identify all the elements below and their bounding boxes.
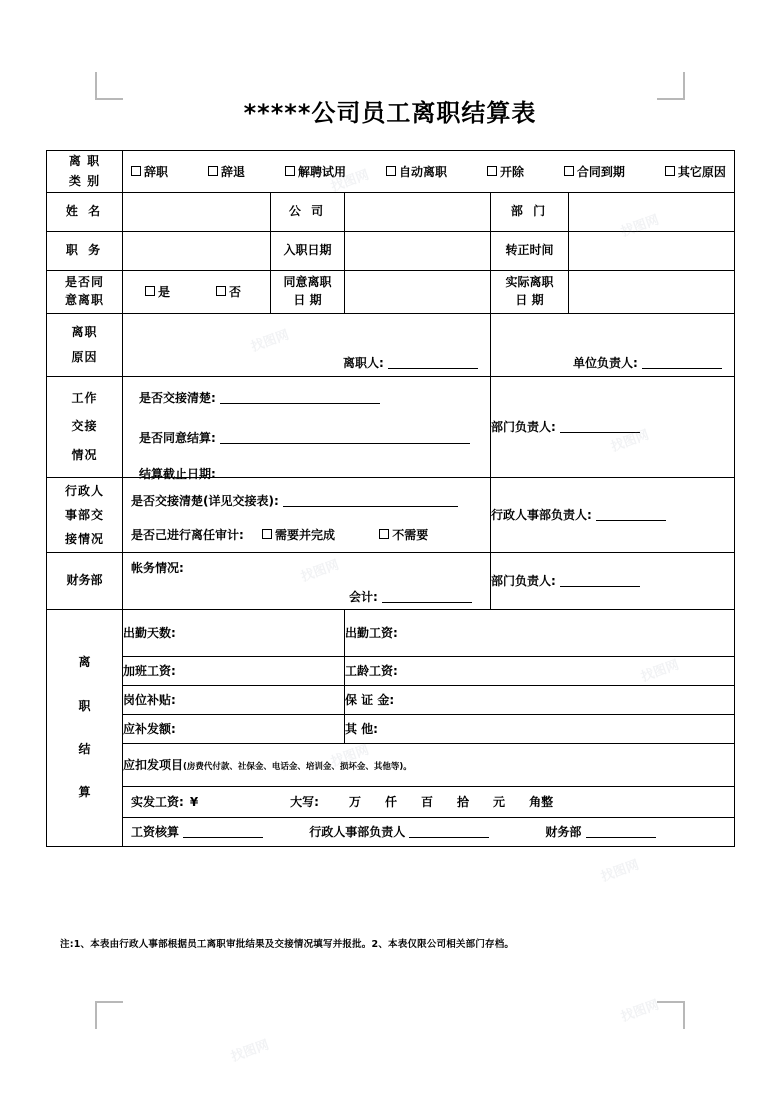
capital-unit-wan[interactable]: 万	[348, 795, 361, 810]
position-label: 职 务	[47, 231, 123, 270]
table-row-finance	[47, 552, 735, 609]
finance-dept-signature: 部门负责人:	[491, 574, 640, 588]
hr-handover-label: 行政人 事部交 接情况	[47, 477, 123, 552]
input-line[interactable]	[283, 506, 458, 507]
reason-label: 离职 原因	[47, 313, 123, 376]
table-row-settlement-signatures	[47, 817, 735, 846]
handover-item-deadline: 结算截止日期:	[139, 466, 216, 481]
reason-unit-signature: 单位负责人:	[573, 354, 722, 371]
hr-handover-item-audit: 是否己进行离任审计: 需要并完成 不需要	[131, 527, 429, 542]
capital-unit-yuan[interactable]: 元	[493, 795, 506, 810]
watermark: 找图网	[229, 1037, 272, 1066]
checkbox-icon[interactable]	[665, 166, 675, 176]
input-line[interactable]	[220, 443, 470, 444]
checkbox-option-trial-terminate[interactable]: 解聘试用	[285, 163, 346, 180]
finance-account-cell	[123, 552, 491, 609]
department-label: 部 门	[491, 192, 569, 231]
reason-unit-signature-cell	[491, 313, 735, 376]
settlement-supplement[interactable]: 应补发额:	[123, 714, 345, 743]
signature-line[interactable]	[642, 368, 722, 369]
currency-symbol: ¥	[189, 794, 199, 809]
regular-date-value[interactable]	[569, 231, 735, 270]
deduction-label: 应扣发项目	[123, 758, 184, 773]
checkbox-audit-required-done[interactable]: 需要并完成	[262, 528, 335, 542]
checkbox-agree-yes[interactable]: 是	[145, 283, 170, 300]
checkbox-audit-not-required[interactable]: 不需要	[379, 528, 428, 542]
deduction-items-cell[interactable]	[123, 743, 735, 786]
settlement-label: 离 职 结 算	[47, 609, 123, 846]
agree-label: 是否同 意离职	[47, 270, 123, 313]
hr-dept-signature: 行政人事部负责人:	[491, 508, 666, 522]
table-row-name	[47, 192, 735, 231]
watermark: 找图网	[329, 167, 372, 196]
actual-pay-label: 实发工资:	[131, 795, 184, 810]
hr-handover-items	[123, 477, 491, 552]
table-row-deduction	[47, 743, 735, 786]
category-options-cell	[123, 151, 735, 196]
signature-line[interactable]	[183, 837, 263, 838]
agree-checkbox-row	[123, 283, 270, 300]
checkbox-option-other-reason[interactable]: 其它原因	[665, 163, 726, 180]
settlement-form	[46, 150, 734, 847]
signature-line[interactable]	[596, 520, 666, 521]
settlement-attendance-wage[interactable]: 出勤工资:	[345, 609, 735, 656]
watermark: 找图网	[299, 557, 342, 586]
name-label: 姓 名	[47, 192, 123, 231]
signature-line[interactable]	[560, 432, 640, 433]
settlement-signature-cell	[123, 817, 735, 846]
signature-line[interactable]	[409, 837, 489, 838]
table-row-agree	[47, 270, 735, 313]
table-row-settlement-4	[47, 714, 735, 743]
capital-label: 大写:	[290, 795, 319, 810]
crop-mark-bottom-left	[95, 1001, 123, 1029]
finance-account-label: 帐务情况:	[131, 560, 184, 575]
table-row-settlement-2	[47, 656, 735, 685]
finance-accountant-signature: 会计:	[349, 588, 472, 605]
category-checkbox-row	[123, 163, 734, 180]
signature-line[interactable]	[586, 837, 656, 838]
finance-dept-signature-cell	[491, 552, 735, 609]
table-row-actual-pay	[47, 786, 735, 817]
checkbox-icon[interactable]	[564, 166, 574, 176]
input-line[interactable]	[220, 403, 380, 404]
settlement-other[interactable]: 其 他:	[345, 714, 735, 743]
payroll-signature: 工资核算	[131, 823, 263, 840]
capital-unit-qian[interactable]: 仟	[385, 795, 398, 810]
footnote: 注:1、本表由行政人事部根据员工离职审批结果及交接情况填写并报批。2、本表仅限公司相关部门存档。	[60, 939, 515, 950]
reason-content[interactable]	[123, 313, 491, 376]
signature-line[interactable]	[388, 368, 478, 369]
reason-employee-signature: 离职人:	[343, 354, 478, 371]
handover-item-agree-settle: 是否同意结算:	[131, 429, 470, 446]
agree-date-label: 同意离职 日 期	[271, 270, 345, 313]
watermark: 找图网	[249, 327, 292, 356]
checkbox-icon[interactable]	[131, 166, 141, 176]
actual-date-value[interactable]	[569, 270, 735, 313]
table-row-hr-handover	[47, 477, 735, 552]
handover-item-clear: 是否交接清楚:	[131, 389, 380, 406]
signature-line[interactable]	[560, 586, 640, 587]
capital-unit-shi[interactable]: 拾	[457, 795, 470, 810]
entry-date-value[interactable]	[345, 231, 491, 270]
hr-signature-cell	[491, 477, 735, 552]
checkbox-icon[interactable]	[487, 166, 497, 176]
checkbox-icon[interactable]	[386, 166, 396, 176]
settlement-attendance-days[interactable]: 出勤天数:	[123, 609, 345, 656]
company-label: 公 司	[271, 192, 345, 231]
handover-label: 工作 交接 情况	[47, 376, 123, 477]
checkbox-icon[interactable]	[208, 166, 218, 176]
agree-date-value[interactable]	[345, 270, 491, 313]
capital-unit-jiao[interactable]: 角整	[529, 795, 554, 810]
checkbox-agree-no[interactable]: 否	[216, 283, 241, 300]
hr-handover-item-clear: 是否交接清楚(详见交接表):	[131, 492, 458, 509]
settlement-post-allowance[interactable]: 岗位补贴:	[123, 685, 345, 714]
page-title: *****公司员工离职结算表	[243, 99, 537, 127]
watermark: 找图网	[639, 657, 682, 686]
name-value[interactable]	[123, 192, 271, 231]
settlement-seniority-wage[interactable]: 工龄工资:	[345, 656, 735, 685]
watermark: 找图网	[599, 857, 642, 886]
regular-date-label: 转正时间	[491, 231, 569, 270]
finance-signature: 财务部	[545, 823, 655, 840]
watermark: 找图网	[329, 742, 372, 771]
deduction-note: (房费代付款、社保金、电话金、培训金、损坏金、其他等)。	[183, 762, 412, 773]
table-row-reason	[47, 313, 735, 376]
table-row-settlement-3	[47, 685, 735, 714]
checkbox-icon[interactable]	[285, 166, 295, 176]
checkbox-option-fired[interactable]: 开除	[487, 163, 524, 180]
finance-label: 财务部	[47, 552, 123, 609]
watermark: 找图网	[619, 212, 662, 241]
settlement-overtime-wage[interactable]: 加班工资:	[123, 656, 345, 685]
capital-amount-group	[290, 793, 553, 810]
checkbox-option-dismiss[interactable]: 辞退	[208, 163, 245, 180]
position-value[interactable]	[123, 231, 271, 270]
category-label: 离 职 类 别	[47, 151, 123, 193]
handover-dept-signature: 部门负责人:	[491, 420, 640, 434]
hr-manager-signature: 行政人事部负责人	[309, 823, 489, 840]
checkbox-icon[interactable]	[216, 286, 226, 296]
actual-pay-cell	[123, 786, 735, 817]
checkbox-icon[interactable]	[379, 529, 389, 539]
checkbox-option-contract-expire[interactable]: 合同到期	[564, 163, 625, 180]
department-value[interactable]	[569, 192, 735, 231]
checkbox-option-resign[interactable]: 辞职	[131, 163, 168, 180]
checkbox-icon[interactable]	[145, 286, 155, 296]
handover-items	[123, 376, 491, 481]
settlement-deposit[interactable]: 保 证 金:	[345, 685, 735, 714]
checkbox-option-auto-leave[interactable]: 自动离职	[386, 163, 447, 180]
signature-line[interactable]	[382, 602, 472, 603]
form-table	[46, 150, 735, 847]
entry-date-label: 入职日期	[271, 231, 345, 270]
company-value[interactable]	[345, 192, 491, 231]
settlement-signature-inner	[123, 823, 734, 840]
table-row-category	[47, 151, 735, 193]
table-row-handover	[47, 376, 735, 477]
actual-pay-inner	[123, 793, 734, 810]
watermark: 找图网	[619, 997, 662, 1026]
watermark: 找图网	[609, 427, 652, 456]
table-row-position	[47, 231, 735, 270]
capital-unit-bai[interactable]: 百	[421, 795, 434, 810]
handover-dept-signature-cell	[491, 376, 735, 477]
agree-options-cell	[123, 270, 271, 313]
crop-mark-bottom-right	[657, 1001, 685, 1029]
table-row-settlement-1	[47, 609, 735, 656]
checkbox-icon[interactable]	[262, 529, 272, 539]
actual-date-label: 实际离职 日 期	[491, 270, 569, 313]
